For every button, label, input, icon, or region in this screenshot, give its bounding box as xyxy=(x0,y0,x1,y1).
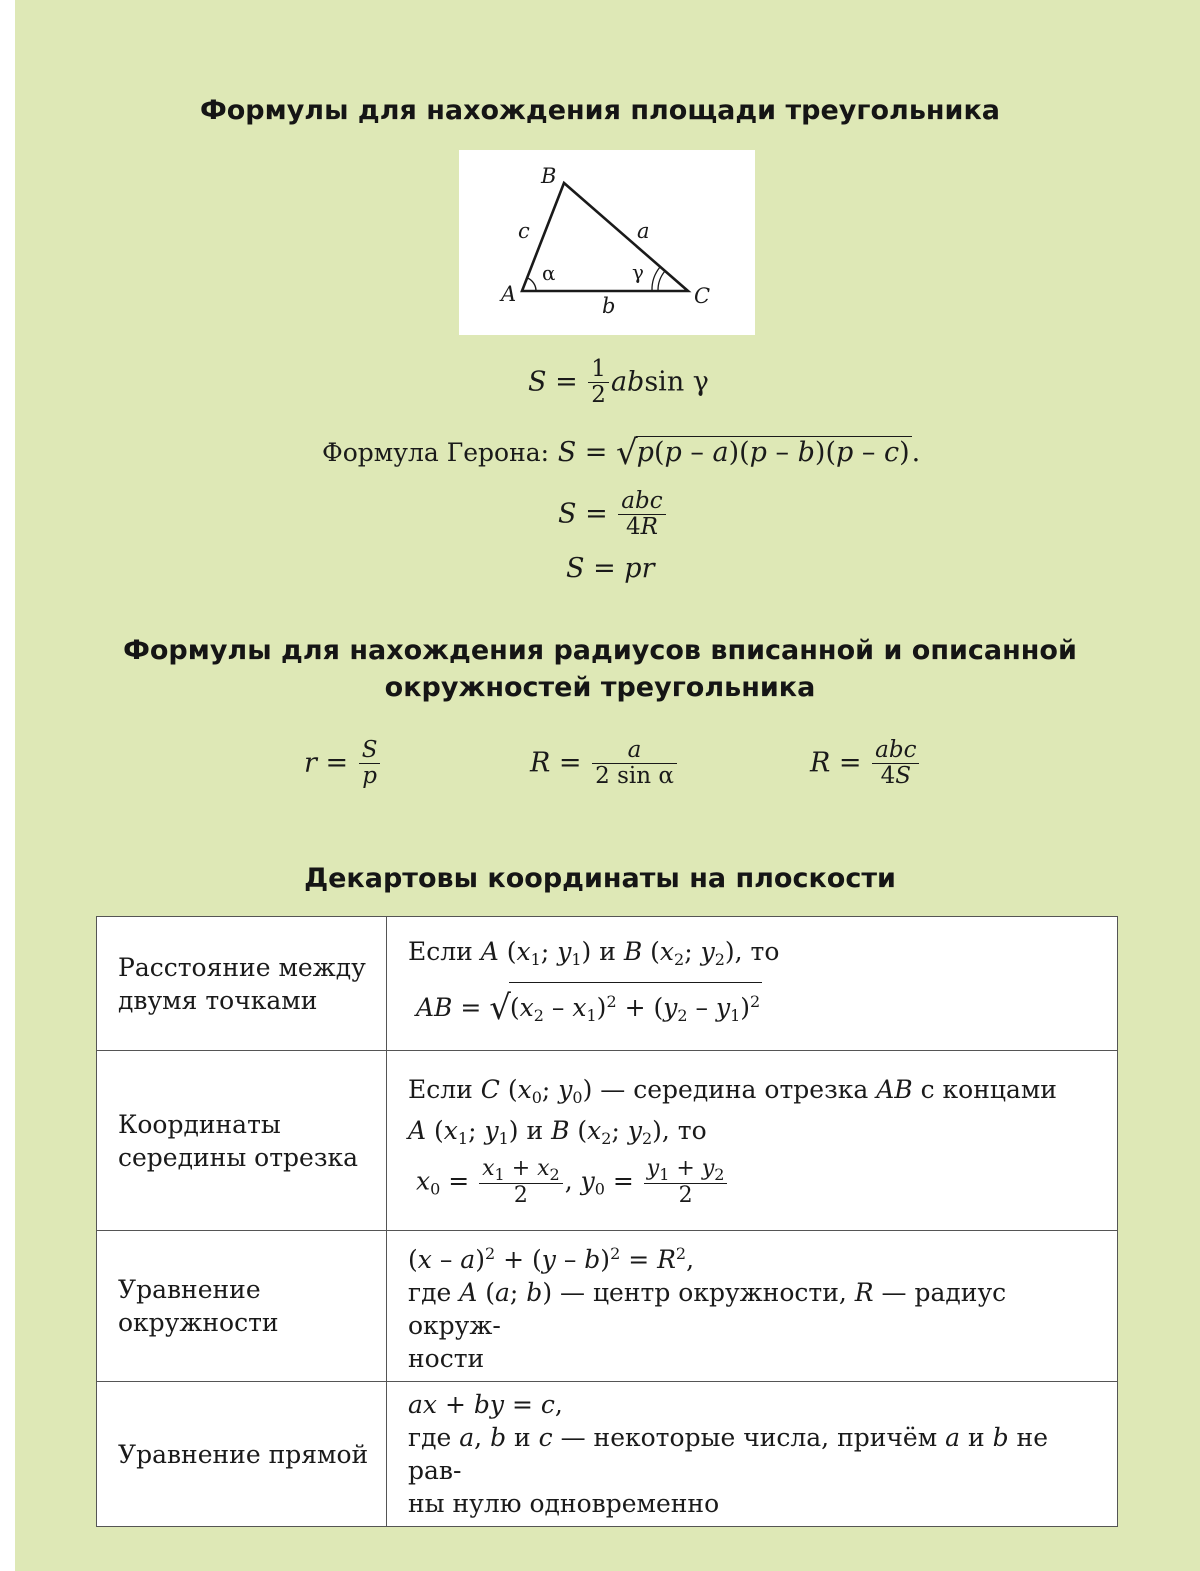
row-label: Расстояние между двумя точками xyxy=(97,917,387,1051)
side-b-label: b xyxy=(602,294,616,318)
area-formula-inradius: S = pr xyxy=(566,553,655,584)
angle-alpha-label: α xyxy=(542,261,556,285)
row-label: Координаты середины отрезка xyxy=(97,1051,387,1231)
radius-section-title-line2: окружностей треугольника xyxy=(384,672,816,703)
inradius-formula: r = $\frac{S}{p}$ xyxy=(304,738,382,790)
coords-section-title: Декартовы координаты на плоскости xyxy=(304,863,896,894)
radius-section-title-line1: Формулы для нахождения радиусов вписанной и описанной xyxy=(123,635,1077,666)
row-content: ax + by = c, где a, b и c — некоторые числа, причём a и b не рав- ны нулю одновременно xyxy=(387,1382,1118,1527)
row-label: Уравнение прямой xyxy=(97,1382,387,1527)
coordinates-table xyxy=(96,916,1118,1527)
side-a-label: a xyxy=(637,219,650,243)
row-label: Уравнение окружности xyxy=(97,1231,387,1382)
circumradius-sine-formula: R = $\frac{a}{\text{2 sin α}}$ xyxy=(530,738,679,790)
area-formula-sin: S = $\frac{1}{2}$ absin γ xyxy=(528,356,709,409)
angle-gamma-label: γ xyxy=(632,260,644,284)
table-row xyxy=(97,1382,1118,1527)
area-formula-circumradius: S = $\frac{\text{abc}}{4R}$ xyxy=(558,489,668,541)
table-row xyxy=(97,1051,1118,1231)
row-content: Если A ($x_1$; $y_1$) и B ($x_2$; $y_2$), то AB = $√(x_2 - x_1)^2 + (y_2 - y_1)^2$ xyxy=(387,917,1118,1051)
heron-formula: Формула Герона: S = √p(p – a)(p – b)(p – c). xyxy=(322,433,921,473)
side-c-label: c xyxy=(518,219,530,243)
table-row xyxy=(97,917,1118,1051)
vertex-c-label: C xyxy=(694,284,711,308)
heron-label: Формула Герона: xyxy=(322,438,550,467)
triangle-figure xyxy=(459,150,755,335)
vertex-b-label: B xyxy=(541,164,557,188)
circumradius-area-formula: R = $\frac{\text{abc}}{4S}$ xyxy=(810,738,921,790)
vertex-a-label: A xyxy=(501,282,517,306)
row-content: Если C ($x_0$; $y_0$) — середина отрезка AB с концами A ($x_1$; $y_1$) и B ($x_2$; $y_2$), то $x_0$ = $\frac{x_1 + x_2}{2}$ , $y_0$ = $\frac{y_1 + y_2}{2}$ xyxy=(387,1051,1118,1231)
table-row xyxy=(97,1231,1118,1382)
area-section-title: Формулы для нахождения площади треугольника xyxy=(199,95,1001,126)
row-content: $(x - a)^2 + (y - b)^2 = R^2$, где A (a; b) — центр окружности, R — радиус окруж- ности xyxy=(387,1231,1118,1382)
